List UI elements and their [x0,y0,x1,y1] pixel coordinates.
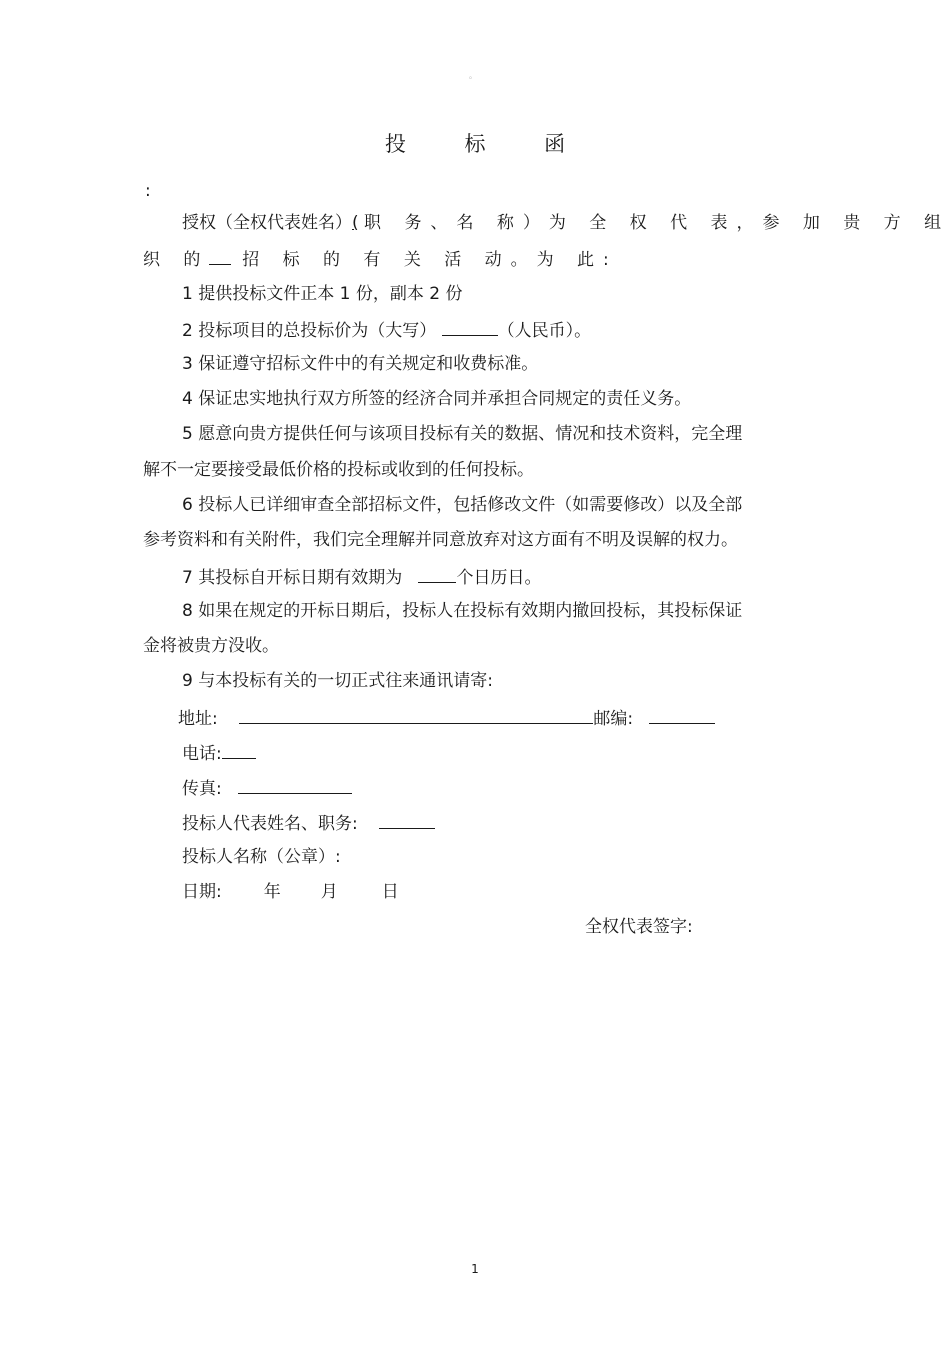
item-2 [182,318,591,342]
intro-line-1 [182,212,950,234]
phone-blank [222,741,256,759]
representative-blank [379,811,435,829]
item-7-suffix: 个日历日。 [456,568,542,588]
intro-text-b: ( [352,213,359,233]
phone-row [182,741,256,765]
page-number: 1 [471,1262,479,1276]
date-row [182,881,399,903]
addressee-line: : [145,181,151,201]
validity-days-blank [418,565,456,583]
address-label: 地址: [178,709,218,729]
signature-label: 全权代表签字: [585,917,693,937]
item-5-line-1: 5 愿意向贵方提供任何与该项目投标有关的数据、情况和技术资料，完全理 [182,424,743,444]
month-label: 月 [320,882,338,902]
item-8-line-2: 金将被贵方没收。 [143,636,279,656]
address-row [178,706,715,730]
representative-label: 投标人代表姓名、职务: [182,814,358,834]
fax-label: 传真: [182,779,222,799]
document-title: 投 标 函 [384,132,592,156]
item-6-line-1: 6 投标人已详细审查全部招标文件，包括修改文件（如需要修改）以及全部 [182,495,743,515]
item-1: 1 提供投标文件正本 1 份，副本 2 份 [182,284,463,304]
item-5-line-2: 解不一定要接受最低价格的投标或收到的任何投标。 [143,460,534,480]
intro-text-a: 授权（全权代表姓名） [182,213,352,233]
date-label: 日期: [182,882,222,902]
item-8-line-1: 8 如果在规定的开标日期后，投标人在投标有效期内撤回投标，其投标保证 [182,601,743,621]
intro-text-e: 招 标 的 有 关 活 动。为 此: [242,250,618,270]
address-blank [239,706,593,724]
phone-label: 电话: [182,744,222,764]
org-name-blank [209,247,231,265]
year-label: 年 [263,882,281,902]
item-7 [182,565,541,589]
day-label: 日 [381,882,399,902]
fax-row [182,776,352,800]
postcode-blank [649,706,715,724]
item-6-line-2: 参考资料和有关附件，我们完全理解并同意放弃对这方面有不明及误解的权力。 [143,530,738,550]
intro-text-d: 织 的 [143,250,210,270]
item-2-text: 2 投标项目的总投标价为（大写） [182,321,437,341]
price-blank [442,318,498,336]
intro-line-2 [143,247,618,271]
representative-row [182,811,435,835]
fax-blank [238,776,352,794]
item-3: 3 保证遵守招标文件中的有关规定和收费标准。 [182,354,539,374]
item-9: 9 与本投标有关的一切正式往来通讯请寄: [182,671,493,691]
item-4: 4 保证忠实地执行双方所签的经济合同并承担合同规定的责任义务。 [182,389,692,409]
item-7-text: 7 其投标自开标日期有效期为 [182,568,403,588]
postcode-label: 邮编: [593,709,634,729]
item-2-suffix: （人民币）。 [497,321,592,341]
company-row: 投标人名称（公章）: [182,847,341,867]
header-mark: 。 [469,71,477,80]
intro-text-c: 职 务、名 称）为 全 权 代 表，参 加 贵 方 组 [364,213,950,233]
